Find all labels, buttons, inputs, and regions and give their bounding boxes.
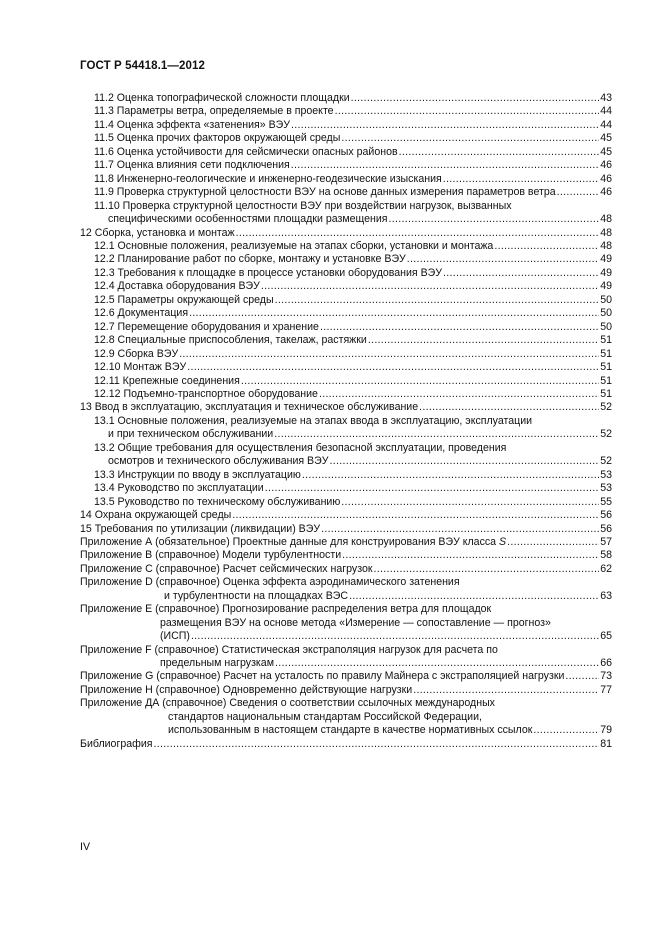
toc-entry-title: 11.4 Оценка эффекта «затенения» ВЭУ (94, 118, 290, 131)
toc-entry-title: 12.3 Требования к площадке в процессе установки оборудования ВЭУ (94, 266, 443, 279)
toc-entry[interactable] (80, 442, 612, 469)
toc-entry[interactable] (80, 132, 612, 145)
dot-leader (565, 670, 599, 683)
toc-entry[interactable] (80, 92, 612, 105)
toc-entry[interactable] (80, 159, 612, 172)
toc-entry[interactable] (80, 253, 612, 266)
toc-entry-title: 14 Охрана окружающей среды (80, 509, 232, 522)
toc-entry[interactable] (80, 146, 612, 159)
toc-entry[interactable] (80, 738, 612, 751)
toc-entry-page: 51 (600, 334, 612, 347)
toc-entry-page: 63 (600, 589, 612, 602)
page-number: IV (80, 841, 91, 853)
toc-entry-title: и при техническом обслуживании (108, 428, 274, 441)
toc-entry-title: 12.2 Планирование работ по сборке, монтажу и установке ВЭУ (94, 253, 406, 266)
toc-entry-title: 11.6 Оценка устойчивости для сейсмически опасных районов (94, 145, 398, 158)
dot-leader (302, 469, 599, 482)
dot-leader (261, 280, 599, 293)
toc-entry-title: использованным в настоящем стандарте в качестве нормативных ссылок (168, 724, 533, 737)
dot-leader (341, 496, 599, 509)
toc-entry-page: 52 (600, 401, 612, 414)
toc-entry[interactable] (80, 469, 612, 482)
dot-leader (179, 348, 599, 361)
toc-entry-title: Библиография (80, 737, 153, 750)
dot-leader (232, 509, 599, 522)
toc-entry-title: 11.5 Оценка прочих факторов окружающей среды (94, 132, 341, 145)
toc-entry-title: 13.4 Руководство по эксплуатации (94, 482, 264, 495)
toc-entry-page: 44 (600, 118, 612, 131)
toc-entry-page: 53 (600, 468, 612, 481)
toc-entry-page: 45 (600, 132, 612, 145)
dot-leader (507, 536, 599, 549)
toc-entry[interactable] (80, 321, 612, 334)
toc-entry-title: Приложение G (справочное) Расчет на усталость по правилу Майнера с экстраполяцией нагрузки (80, 670, 565, 683)
toc-entry[interactable] (80, 576, 612, 603)
toc-entry[interactable] (80, 361, 612, 374)
toc-entry-page: 51 (600, 387, 612, 400)
toc-entry[interactable] (80, 509, 612, 522)
toc-entry-page: 52 (600, 455, 612, 468)
toc-entry-page: 53 (600, 482, 612, 495)
toc-entry[interactable] (80, 105, 612, 118)
toc-entry-title: размещения ВЭУ на основе метода «Измерение — сопоставление — прогноз» (160, 616, 551, 629)
toc-entry[interactable] (80, 348, 612, 361)
toc-entry-title: (ИСП) (160, 630, 190, 643)
toc-entry[interactable] (80, 186, 612, 199)
dot-leader (319, 388, 599, 401)
toc-entry-page: 46 (600, 172, 612, 185)
toc-entry-page: 52 (600, 428, 612, 441)
toc-entry-page: 58 (600, 549, 612, 562)
toc-entry[interactable] (80, 563, 612, 576)
toc-entry-page: 56 (600, 522, 612, 535)
toc-entry[interactable] (80, 603, 612, 643)
dot-leader (374, 563, 600, 576)
toc-entry-page: 50 (600, 320, 612, 333)
toc-entry[interactable] (80, 482, 612, 495)
toc-entry-title: Приложение D (справочное) Оценка эффекта аэродинамического затенения (80, 576, 460, 589)
toc-entry-title: 12.11 Крепежные соединения (94, 374, 240, 387)
toc-entry-title: 12.10 Монтаж ВЭУ (94, 361, 187, 374)
toc-entry-title: Приложение F (справочное) Статистическая экстраполяция нагрузок для расчета по (80, 643, 498, 656)
toc-entry-page: 81 (600, 737, 612, 750)
toc-entry[interactable] (80, 549, 612, 562)
toc-entry-page: 51 (600, 361, 612, 374)
toc-entry-page: 49 (600, 266, 612, 279)
toc-entry-page: 79 (600, 724, 612, 737)
dot-leader (153, 738, 599, 751)
toc-entry-title: и турбулентности на площадках ВЭС (164, 589, 349, 602)
toc-entry-title: предельным нагрузкам (160, 657, 274, 670)
toc-entry-title: 13.2 Общие требования для осуществления безопасной эксплуатации, проведения (94, 441, 507, 454)
toc-entry-title: Приложение С (справочное) Расчет сейсмических нагрузок (80, 562, 373, 575)
toc-entry-page: 50 (600, 293, 612, 306)
toc-entry-title: Приложение В (справочное) Модели турбулентности (80, 549, 342, 562)
dot-leader (274, 428, 599, 441)
toc-entry-title: Приложение А (обязательное) Проектные данные для конструирования ВЭУ класса S (80, 535, 507, 548)
toc-entry[interactable] (80, 523, 612, 536)
dot-leader (533, 724, 599, 737)
dot-leader (291, 119, 599, 132)
dot-leader (399, 146, 600, 159)
toc-entry-title: 12.1 Основные положения, реализуемые на этапах сборки, установки и монтажа (94, 239, 494, 252)
toc-entry-title: 13.3 Инструкции по вводу в эксплуатацию (94, 468, 301, 481)
toc-entry-title: Приложение Н (справочное) Одновременно действующие нагрузки (80, 683, 413, 696)
toc-entry[interactable] (80, 536, 612, 549)
dot-leader (189, 307, 599, 320)
toc-entry-title: 13 Ввод в эксплуатацию, эксплуатация и техническое обслуживание (80, 401, 419, 414)
toc-entry[interactable] (80, 294, 612, 307)
dot-leader (275, 657, 599, 670)
toc-entry[interactable] (80, 227, 612, 240)
dot-leader (419, 401, 599, 414)
toc-entry-page: 62 (600, 562, 612, 575)
dot-leader (368, 334, 599, 347)
toc-entry-title: Приложение ДА (справочное) Сведения о соответствии ссылочных международных (80, 697, 495, 710)
toc-entry-title: 12.12 Подъемно-транспортное оборудование (94, 387, 318, 400)
toc-entry-page: 51 (600, 347, 612, 360)
toc-entry-page: 46 (600, 186, 612, 199)
toc-entry-page: 45 (600, 145, 612, 158)
dot-leader (413, 684, 599, 697)
dot-leader (321, 523, 599, 536)
toc-entry[interactable] (80, 697, 612, 737)
toc-entry-title: 11.7 Оценка влияния сети подключения (94, 159, 290, 172)
toc-entry[interactable] (80, 267, 612, 280)
toc-entry[interactable] (80, 240, 612, 253)
toc-entry-page: 48 (600, 226, 612, 239)
toc-entry-page: 66 (600, 657, 612, 670)
toc-entry-title: 11.10 Проверка структурной целостности ВЭУ при воздействии нагрузок, вызванных (94, 199, 512, 212)
toc-entry-title: 12.9 Сборка ВЭУ (94, 347, 179, 360)
toc-entry-page: 57 (600, 535, 612, 548)
toc-entry-title: 12.6 Документация (94, 307, 189, 320)
toc-entry-title: 12 Сборка, установка и монтаж (80, 226, 235, 239)
toc-entry-title: 11.3 Параметры ветра, определяемые в проекте (94, 105, 334, 118)
dot-leader (187, 361, 599, 374)
toc-entry-page: 77 (600, 683, 612, 696)
toc-entry[interactable] (80, 670, 612, 683)
toc-entry[interactable] (80, 280, 612, 293)
toc-entry-page: 48 (600, 239, 612, 252)
toc-entry[interactable] (80, 200, 612, 227)
toc-entry-title: 12.4 Доставка оборудования ВЭУ (94, 280, 260, 293)
toc-entry-title: специфическими особенностями площадки размещения (108, 213, 388, 226)
dot-leader (341, 132, 599, 145)
toc-entry-page: 49 (600, 280, 612, 293)
toc-entry-page: 73 (600, 670, 612, 683)
dot-leader (349, 590, 599, 603)
table-of-contents (80, 92, 612, 751)
toc-entry-page: 44 (600, 105, 612, 118)
toc-entry-title: 11.2 Оценка топографической сложности площадки (94, 92, 350, 104)
dot-leader (557, 186, 600, 199)
toc-entry-title: 15 Требования по утилизации (ликвидации) ВЭУ (80, 522, 321, 535)
toc-entry[interactable] (80, 173, 612, 186)
toc-entry[interactable] (80, 684, 612, 697)
toc-entry[interactable] (80, 307, 612, 320)
toc-entry-title: 12.5 Параметры окружающей среды (94, 293, 274, 306)
dot-leader (236, 227, 600, 240)
toc-entry-page: 46 (600, 159, 612, 172)
toc-entry-title: 11.8 Инженерно-геологические и инженерно-геодезические изыскания (94, 172, 442, 185)
toc-entry-page: 56 (600, 509, 612, 522)
dot-leader (291, 159, 599, 172)
toc-entry-title: 12.8 Специальные приспособления, такелаж, растяжки (94, 334, 367, 347)
dot-leader (320, 321, 599, 334)
toc-entry-page: 55 (600, 495, 612, 508)
dot-leader (351, 92, 600, 105)
toc-entry-page: 48 (600, 213, 612, 226)
toc-entry[interactable] (80, 496, 612, 509)
toc-entry-title: 13.1 Основные положения, реализуемые на этапах ввода в эксплуатацию, эксплуатации (94, 414, 533, 427)
dot-leader (275, 294, 600, 307)
dot-leader (494, 240, 599, 253)
toc-entry-page: 50 (600, 307, 612, 320)
dot-leader (389, 213, 600, 226)
toc-entry-title: 11.9 Проверка структурной целостности ВЭУ на основе данных измерения параметров ветра (94, 186, 556, 199)
toc-entry[interactable] (80, 119, 612, 132)
dot-leader (329, 455, 599, 468)
toc-entry[interactable] (80, 334, 612, 347)
dot-leader (443, 267, 599, 280)
toc-entry-title: 12.7 Перемещение оборудования и хранение (94, 320, 319, 333)
dot-leader (443, 173, 599, 186)
toc-entry-title: 13.5 Руководство по техническому обслуживанию (94, 495, 341, 508)
dot-leader (342, 549, 599, 562)
toc-entry-page: 65 (600, 630, 612, 643)
toc-entry[interactable] (80, 644, 612, 671)
toc-entry-page: 51 (600, 374, 612, 387)
toc-entry-title: Приложение Е (справочное) Прогнозирование распределения ветра для площадок (80, 603, 492, 616)
toc-entry-page: 49 (600, 253, 612, 266)
dot-leader (407, 253, 599, 266)
toc-entry[interactable] (80, 375, 612, 388)
toc-entry[interactable] (80, 388, 612, 401)
dot-leader (191, 630, 599, 643)
toc-entry[interactable] (80, 401, 612, 414)
dot-leader (265, 482, 599, 495)
toc-entry-page: 43 (600, 92, 612, 104)
toc-entry-title: стандартов национальным стандартам Российской Федерации, (168, 710, 482, 723)
toc-entry-title: осмотров и технического обслуживания ВЭУ (108, 455, 329, 468)
dot-leader (241, 375, 599, 388)
document-header: ГОСТ Р 54418.1—2012 (80, 60, 205, 72)
toc-entry[interactable] (80, 415, 612, 442)
dot-leader (335, 105, 600, 118)
